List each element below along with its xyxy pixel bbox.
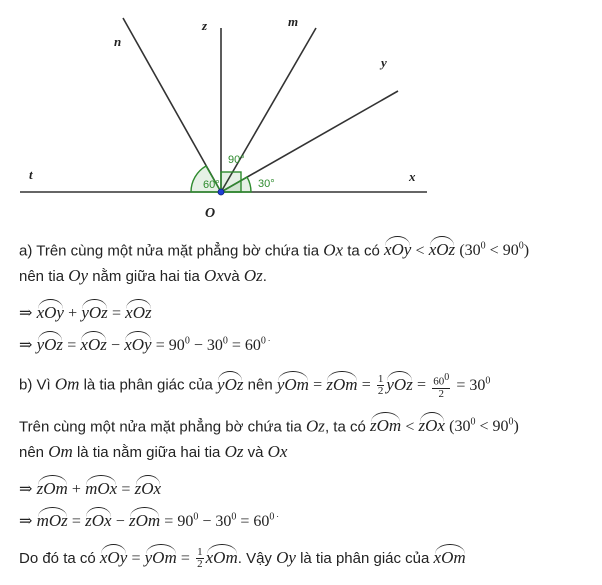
- right-angle-mark: [221, 172, 241, 192]
- label-y: y: [381, 55, 387, 70]
- geometry-figure: [0, 0, 602, 232]
- part-a-eq-2: ⇒ yOz = xOz − xOy = $90^0 - 30^0 = 60^0$ .: [19, 333, 271, 355]
- part-a-intro: a) Trên cùng một nửa mặt phẳng bờ chứa tia: [19, 242, 320, 260]
- label-o: O: [205, 206, 216, 221]
- part-b-line-2: Trên cùng một nửa mặt phẳng bờ chứa tia Oz, ta có zOm < zOx $(30^0 < 90^0)$: [19, 410, 597, 439]
- part-b-eq-1: ⇒ zOm + mOx = zOx: [19, 475, 597, 502]
- angle-label-90: 90°: [228, 154, 245, 166]
- label-n: n: [114, 34, 122, 49]
- angle-xoy: xOy: [384, 236, 411, 259]
- conclusion-line: Do đó ta có xOy = yOm = $\frac{1}{2}$ xOm. Vậy Oy là tia phân giác của xOm: [19, 544, 597, 571]
- angle-label-30: 30°: [258, 178, 275, 190]
- angle-xoz: xOz: [429, 236, 455, 259]
- label-z: z: [202, 18, 208, 33]
- label-x: x: [409, 169, 416, 184]
- part-a-line-1: a) Trên cùng một nửa mặt phẳng bờ chứa tia Ox ta có xOy < xOz $(30^0 < 90^0)$: [19, 234, 597, 263]
- part-a-has: ta có: [347, 242, 380, 260]
- ray-om: [221, 28, 316, 192]
- part-b-line-3: nên Om là tia nằm giữa hai tia Oz và Ox: [19, 441, 288, 461]
- part-a-line-2: nên tia Oy nằm giữa hai tia Oxvà Oz.: [19, 266, 267, 286]
- label-t: t: [29, 167, 33, 182]
- inequality-30-90: $(30^0 < 90^0)$: [459, 241, 530, 260]
- part-a-eq-1: ⇒ xOy + yOz = xOz: [19, 299, 597, 326]
- solution-text: [19, 234, 597, 571]
- part-b-eq-2: ⇒ mOz = zOx − zOm = $90^0 - 30^0 = 60^0$ .: [19, 508, 279, 530]
- angle-label-60: 60°: [203, 179, 220, 191]
- part-b-line-1: b) Vì Om là tia phân giác của yOz nên yOm = zOm = $\frac{1}{2}$ yOz = $\frac{60^0}{2}$ = $30^0$: [19, 371, 491, 400]
- label-m: m: [288, 14, 299, 29]
